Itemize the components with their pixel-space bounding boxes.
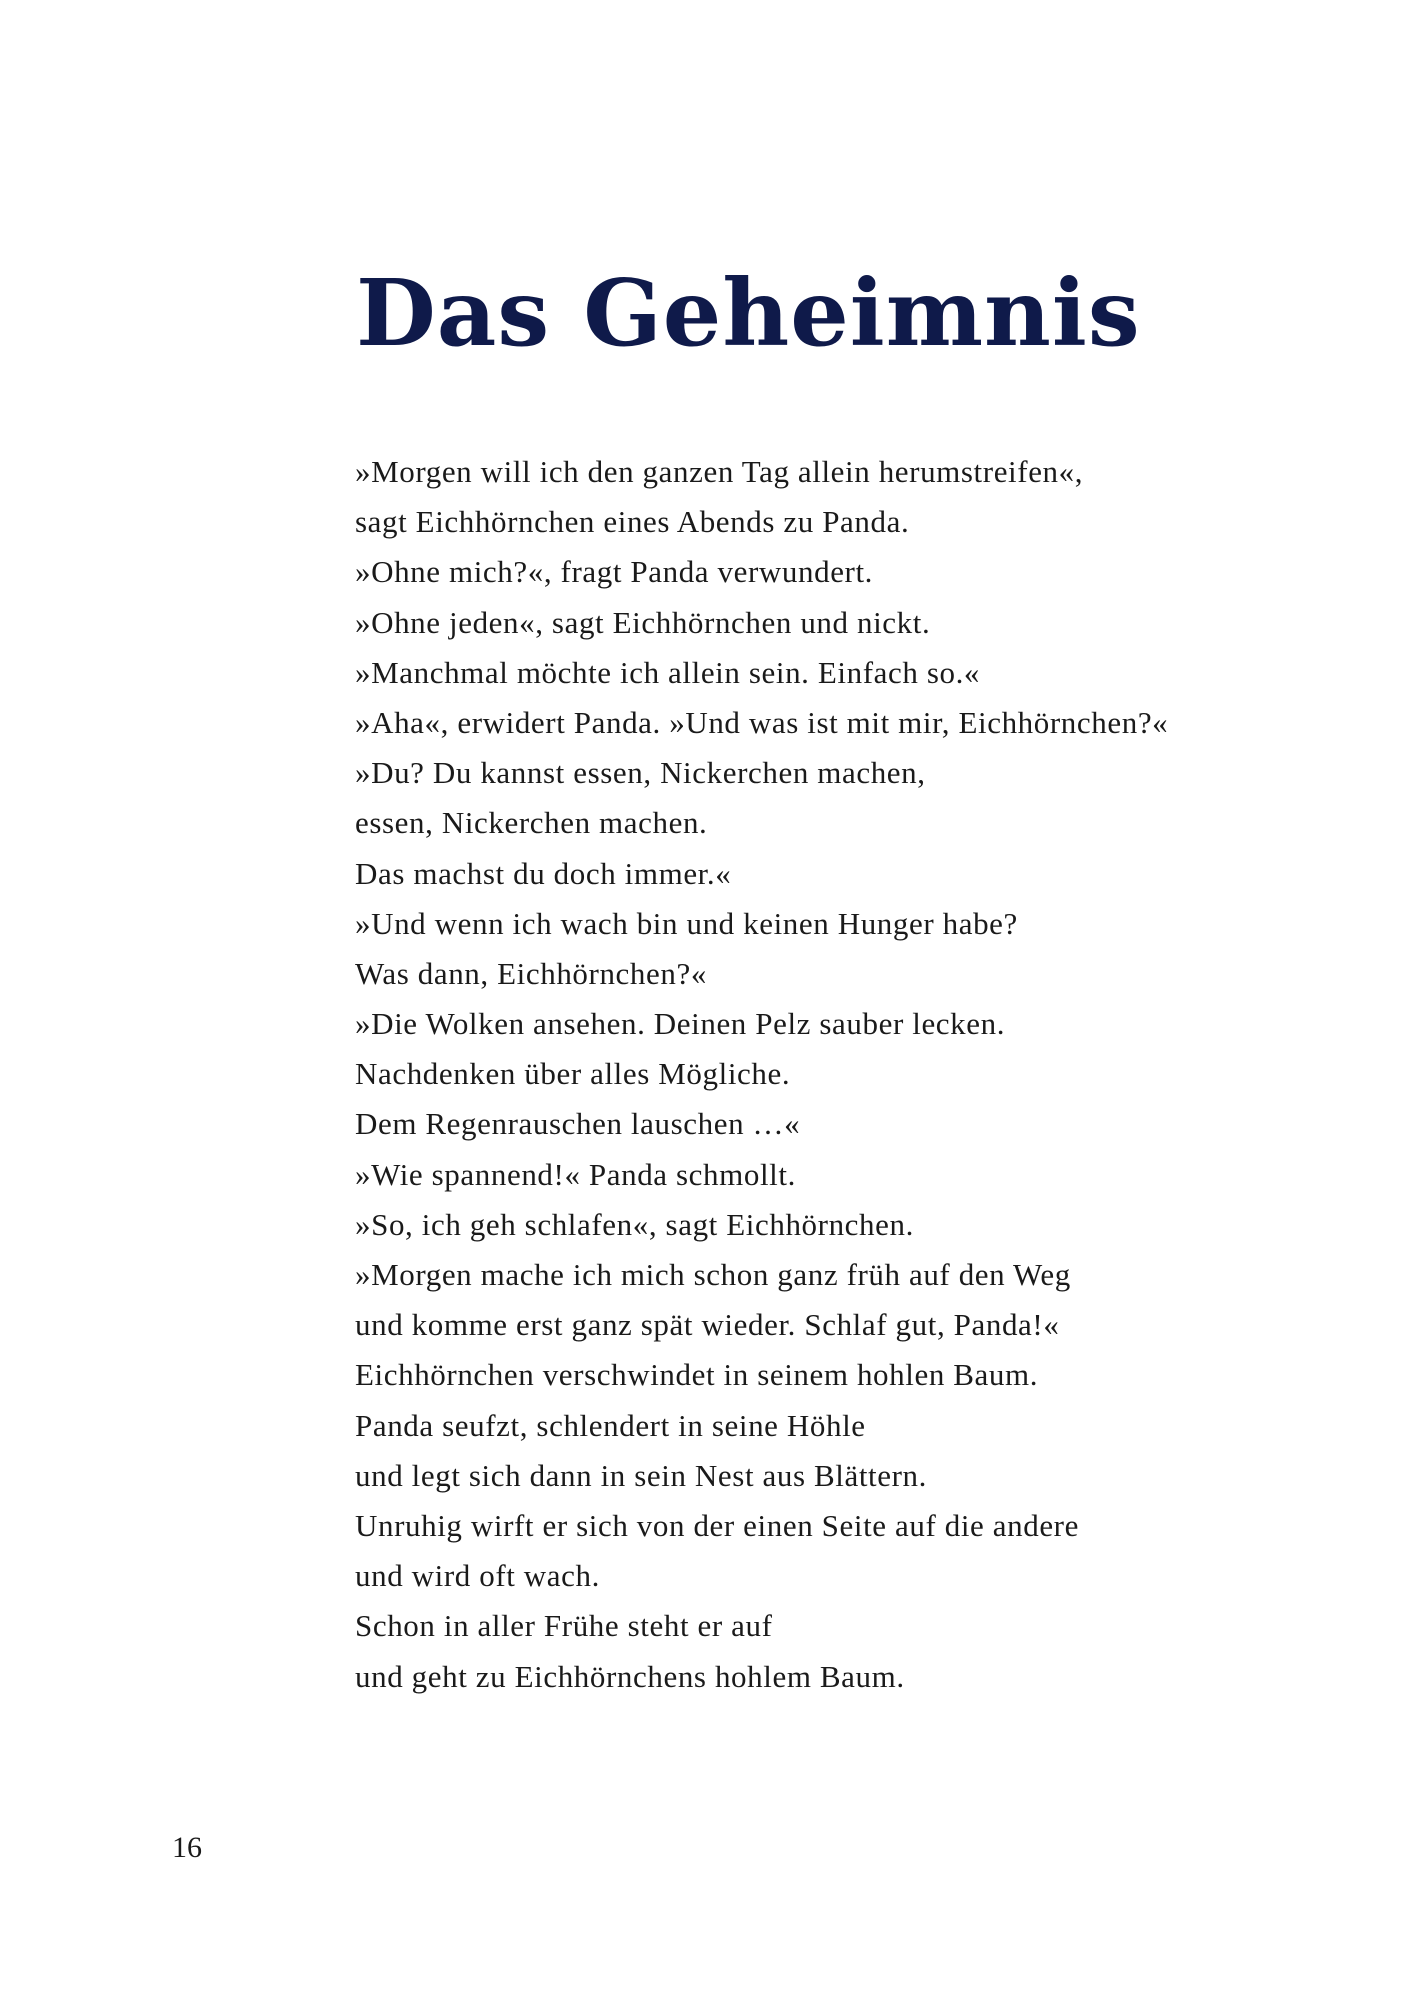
text-line: »Aha«, erwidert Panda. »Und was ist mit mir, Eichhörnchen?« bbox=[355, 704, 1169, 740]
text-line: Eichhörnchen verschwindet in seinem hohlen Baum. bbox=[355, 1357, 1039, 1393]
text-line: »Die Wolken ansehen. Deinen Pelz sauber lecken. bbox=[355, 1006, 1006, 1042]
text-line: »Ohne mich?«, fragt Panda verwundert. bbox=[355, 554, 874, 590]
text-line: Unruhig wirft er sich von der einen Seite auf die andere bbox=[355, 1507, 1079, 1543]
text-line: »Manchmal möchte ich allein sein. Einfach so.« bbox=[355, 654, 981, 690]
page-number: 16 bbox=[172, 1831, 202, 1864]
text-line: »So, ich geh schlafen«, sagt Eichhörnchen. bbox=[355, 1206, 914, 1242]
text-line: und komme erst ganz spät wieder. Schlaf gut, Panda!« bbox=[355, 1307, 1060, 1343]
text-line: und wird oft wach. bbox=[355, 1558, 600, 1594]
text-line: Nachdenken über alles Mögliche. bbox=[355, 1056, 791, 1092]
text-line: und geht zu Eichhörnchens hohlem Baum. bbox=[355, 1658, 905, 1694]
text-line: Dem Regenrauschen lauschen …« bbox=[355, 1106, 801, 1142]
text-line: »Und wenn ich wach bin und keinen Hunger habe? bbox=[355, 905, 1018, 941]
text-line: und legt sich dann in sein Nest aus Blättern. bbox=[355, 1457, 927, 1493]
text-line: »Wie spannend!« Panda schmollt. bbox=[355, 1156, 796, 1192]
text-line: »Morgen mache ich mich schon ganz früh auf den Weg bbox=[355, 1257, 1071, 1292]
text-line: Das machst du doch immer.« bbox=[355, 855, 732, 891]
text-line: Was dann, Eichhörnchen?« bbox=[355, 955, 707, 991]
text-line: sagt Eichhörnchen eines Abends zu Panda. bbox=[355, 504, 910, 540]
text-line: »Morgen will ich den ganzen Tag allein herumstreifen«, bbox=[355, 454, 1084, 489]
chapter-title: Das Geheimnis bbox=[356, 259, 1141, 367]
story-text bbox=[355, 447, 1315, 1702]
text-line: »Ohne jeden«, sagt Eichhörnchen und nickt. bbox=[355, 604, 931, 640]
text-line: Schon in aller Frühe steht er auf bbox=[355, 1608, 773, 1644]
text-line: Panda seufzt, schlendert in seine Höhle bbox=[355, 1407, 866, 1443]
text-line: essen, Nickerchen machen. bbox=[355, 805, 708, 841]
text-line: »Du? Du kannst essen, Nickerchen machen, bbox=[355, 755, 926, 791]
